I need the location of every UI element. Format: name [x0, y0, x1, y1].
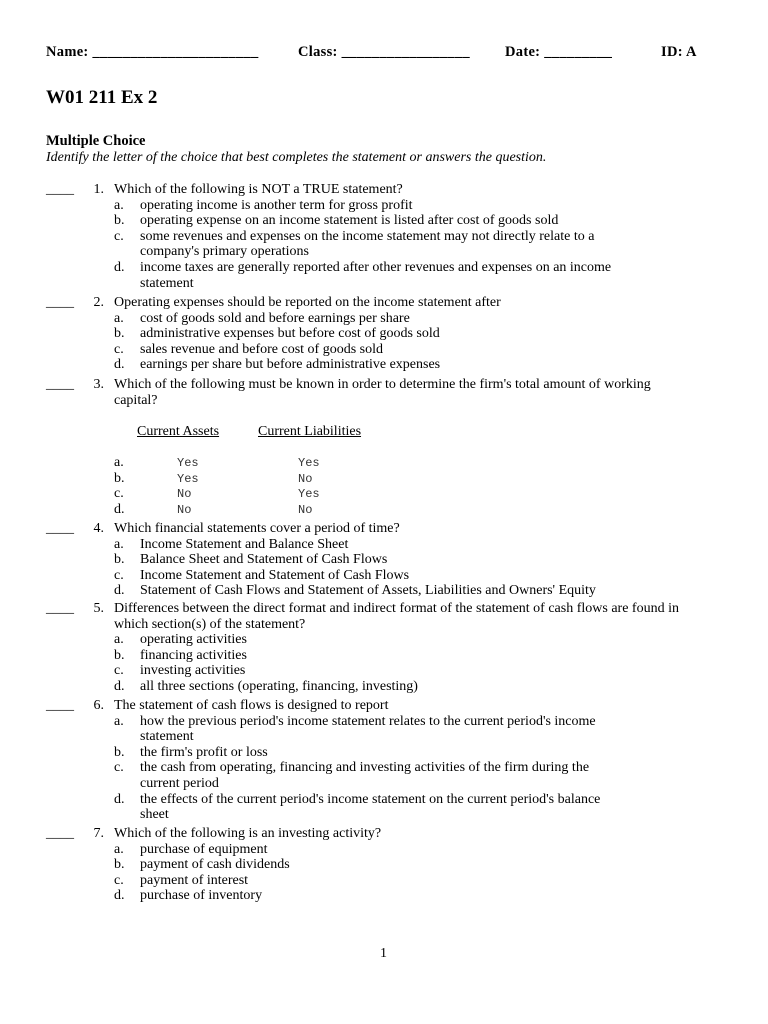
question-number: 4. — [93, 521, 104, 536]
option-text: sales revenue and before cost of goods sold — [140, 341, 383, 357]
table-header-current-liabilities: Current Liabilities — [258, 424, 362, 440]
option-text: earnings per share but before administrative expenses — [140, 357, 441, 373]
answer-blank[interactable]: ____ — [46, 698, 74, 713]
option-text: statement — [140, 275, 194, 291]
option-letter: c. — [114, 760, 124, 776]
option-letter: b. — [114, 857, 125, 873]
option-letter: a. — [114, 632, 124, 648]
option-letter: b. — [114, 470, 125, 486]
option-letter: d. — [114, 260, 125, 275]
question-number: 2. — [93, 295, 104, 310]
option-letter: d. — [114, 888, 125, 904]
answer-blank[interactable]: ____ — [46, 521, 74, 536]
option-letter: b. — [114, 552, 125, 568]
option-text: financing activities — [140, 647, 247, 663]
section-instructions: Identify the letter of the choice that best completes the statement or answers the question. — [46, 150, 547, 165]
option-letter: a. — [114, 310, 124, 326]
option-letter: a. — [114, 841, 124, 857]
question-text: Which of the following must be known in order to determine the firm's total amount of working — [114, 377, 651, 392]
question-number: 5. — [93, 601, 104, 616]
current-liabilities-value: No — [298, 471, 313, 486]
option-letter: a. — [114, 455, 124, 471]
current-liabilities-value: Yes — [298, 487, 320, 502]
answer-blank[interactable]: ____ — [46, 826, 74, 841]
option-letter: d. — [114, 679, 125, 694]
question-text: which section(s) of the statement? — [114, 616, 306, 632]
name-field: Name: ______________________ — [46, 44, 259, 60]
option-letter: c. — [114, 341, 124, 357]
class-field: Class: _________________ — [298, 44, 470, 60]
table-header-current-assets: Current Assets — [137, 424, 220, 440]
option-text: Balance Sheet and Statement of Cash Flows — [140, 552, 388, 568]
current-assets-value: Yes — [177, 456, 199, 471]
question-number: 7. — [93, 826, 104, 841]
option-text: operating income is another term for gross profit — [140, 197, 413, 213]
answer-blank[interactable]: ____ — [46, 377, 74, 392]
option-text: Income Statement and Statement of Cash Flows — [140, 567, 410, 583]
option-letter: a. — [114, 536, 124, 552]
question-text: Which of the following is NOT a TRUE statement? — [114, 182, 403, 197]
current-assets-value: No — [177, 487, 192, 502]
section-heading: Multiple Choice — [46, 133, 146, 149]
option-letter: c. — [114, 663, 124, 679]
answer-blank[interactable]: ____ — [46, 295, 74, 310]
option-text: operating activities — [140, 632, 247, 648]
option-text: the effects of the current period's income statement on the current period's balance — [140, 791, 601, 807]
option-text: some revenues and expenses on the income statement may not directly relate to a — [140, 228, 595, 244]
option-text: purchase of equipment — [140, 841, 268, 857]
option-text: company's primary operations — [140, 244, 309, 260]
question-number: 1. — [93, 182, 104, 197]
current-assets-value: Yes — [177, 471, 199, 486]
question-text: The statement of cash flows is designed to report — [114, 698, 389, 713]
question-text: Which of the following is an investing activity? — [114, 826, 382, 841]
question-number: 3. — [93, 377, 104, 392]
option-text: the cash from operating, financing and investing activities of the firm during the — [140, 760, 590, 776]
option-letter: c. — [114, 228, 124, 244]
date-field: Date: _________ — [505, 44, 613, 60]
option-text: how the previous period's income statement relates to the current period's income — [140, 713, 596, 729]
option-letter: b. — [114, 647, 125, 663]
question-text: Operating expenses should be reported on the income statement after — [114, 295, 501, 310]
option-text: income taxes are generally reported after other revenues and expenses on an income — [140, 260, 612, 275]
exam-title: W01 211 Ex 2 — [46, 87, 158, 108]
page-number: 1 — [380, 946, 387, 961]
option-text: Income Statement and Balance Sheet — [140, 536, 349, 552]
current-liabilities-value: No — [298, 503, 313, 517]
answer-blank[interactable]: ____ — [46, 182, 74, 197]
current-liabilities-value: Yes — [298, 456, 320, 471]
option-letter: b. — [114, 744, 125, 760]
id-label: ID: A — [661, 44, 697, 60]
option-letter: d. — [114, 583, 125, 599]
option-letter: a. — [114, 713, 124, 729]
current-assets-value: No — [177, 503, 192, 517]
option-text: administrative expenses but before cost of goods sold — [140, 326, 440, 342]
option-letter: c. — [114, 872, 124, 888]
question-number: 6. — [93, 698, 104, 713]
option-letter: a. — [114, 197, 124, 213]
option-text: payment of cash dividends — [140, 857, 290, 873]
option-text: cost of goods sold and before earnings per share — [140, 310, 410, 326]
option-letter: d. — [114, 357, 125, 373]
option-letter: d. — [114, 791, 125, 807]
option-text: investing activities — [140, 663, 246, 679]
option-letter: b. — [114, 213, 125, 229]
answer-blank[interactable]: ____ — [46, 601, 74, 616]
option-text: Statement of Cash Flows and Statement of Assets, Liabilities and Owners' Equity — [140, 583, 596, 599]
option-letter: d. — [114, 502, 125, 517]
option-text: statement — [140, 729, 194, 745]
option-text: the firm's profit or loss — [140, 744, 268, 760]
question-text: Differences between the direct format and indirect format of the statement of cash flows are found in — [114, 601, 679, 616]
option-text: payment of interest — [140, 872, 249, 888]
option-text: sheet — [140, 807, 169, 823]
question-text: Which financial statements cover a period of time? — [114, 521, 400, 536]
option-text: all three sections (operating, financing, investing) — [140, 679, 418, 694]
option-letter: c. — [114, 567, 124, 583]
question-text: capital? — [114, 392, 158, 408]
option-letter: b. — [114, 326, 125, 342]
option-text: operating expense on an income statement is listed after cost of goods sold — [140, 213, 559, 229]
option-text: current period — [140, 776, 219, 791]
option-letter: c. — [114, 486, 124, 502]
option-text: purchase of inventory — [140, 888, 263, 904]
